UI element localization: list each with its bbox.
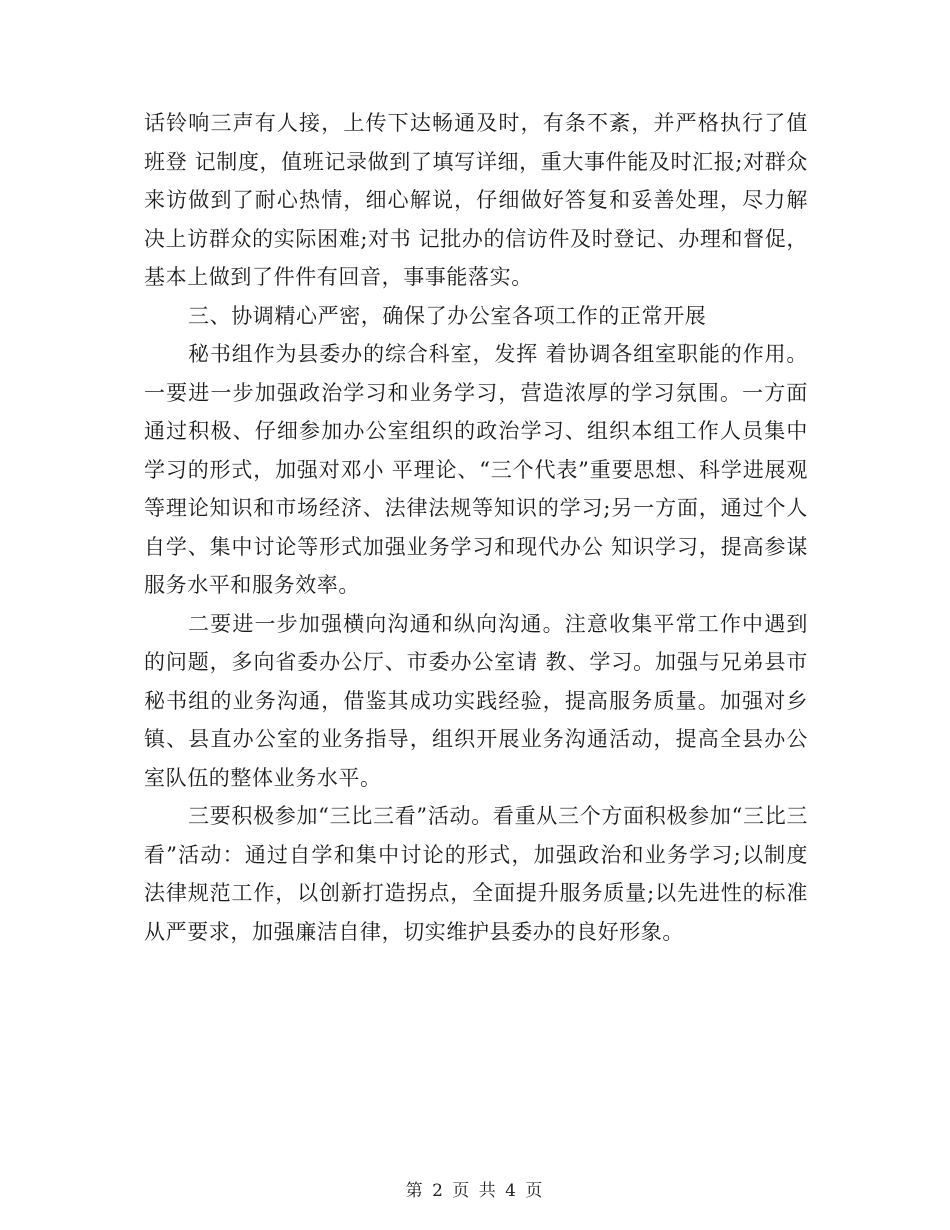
document-body xyxy=(144,104,808,951)
paragraph-continuation: 话铃响三声有人接，上传下达畅通及时，有条不紊，并严格执行了值班登 记制度，值班记录做到了填写详细，重大事件能及时汇报;对群众来访做到了耐心热情，细心解说，仔细做好答复和妥善处理，尽力解决上访群众的实际困难;对书 记批办的信访件及时登记、办理和督促，基本上做到了件件有回音，事事能落实。 xyxy=(144,111,808,289)
paragraph-communication: 二要进一步加强横向沟通和纵向沟通。注意收集平常工作中遇到的问题，多向省委办公厅、市委办公室请 教、学习。加强与兄弟县市秘书组的业务沟通，借鉴其成功实践经验，提高服务质量。加强对乡镇、县直办公室的业务指导，组织开展业务沟通活动，提高全县办公室队伍的整体业务水平。 xyxy=(144,611,808,790)
paragraph-activity: 三要积极参加“三比三看”活动。看重从三个方面积极参加“三比三看”活动：通过自学和集中讨论的形式，加强政治和业务学习;以制度法律规范工作，以创新打造拐点，全面提升服务质量;以先进性的标准从严要求，加强廉洁自律，切实维护县委办的良好形象。 xyxy=(144,804,808,944)
section-heading: 三、协调精心严密，确保了办公室各项工作的正常开展 xyxy=(188,303,707,328)
paragraph-coordination: 秘书组作为县委办的综合科室，发挥 着协调各组室职能的作用。一要进一步加强政治学习和业务学习，营造浓厚的学习氛围。一方面通过积极、仔细参加办公室组织的政治学习、组织本组工作人员集中学习的形式，加强对邓小 平理论、“三个代表”重要思想、科学进展观等理论知识和市场经济、法律法规等知识的学习;另一方面，通过个人自学、集中讨论等形式加强业务学习和现代办公 知识学习，提高参谋服务水平和服务效率。 xyxy=(144,342,808,597)
page-number-footer: 第 2 页 共 4 页 xyxy=(405,1181,545,1201)
